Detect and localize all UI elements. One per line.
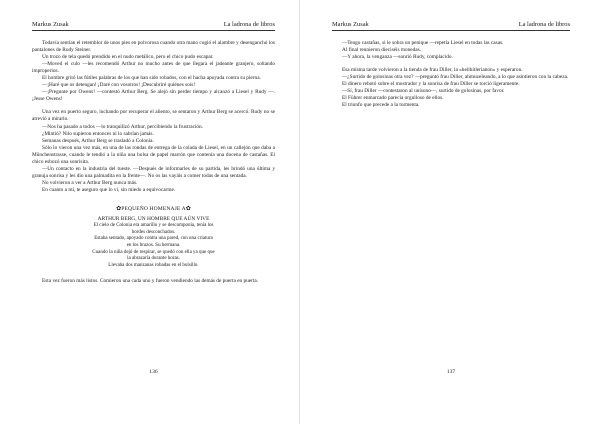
poem-line: Cuando la niña dejó de respirar, se quedó con ella ya que que [92,249,215,255]
paragraph: —Tengo castañas, si le sobra un penique —repetía Liesel en todas las casas. [342,40,504,46]
paragraph: —¡Pregunte por Owens! —contestó Arthur Berg. Se alejó sin perder tiempo y alcanzó a Liesel y Rudy —. ¡Jesse Owens! [32,89,275,103]
header-author: Markus Zusak [32,21,69,28]
right-page [300,0,600,424]
paragraph: —Y ahora, la venganza —sonrió Rudy, complacido. [342,54,453,61]
page-body [32,40,275,285]
flower-ornament-icon: ✿ [185,204,191,212]
paragraph: ¿Mintió? Nilo supieron entonces ni lo sabrían jamás. [42,130,154,137]
paragraph: —¡Haré que os detengan! ¡Daré con vosotros! ¡Descubriré quiénes sois! [42,82,196,89]
poem-line: bordes desconchados. [131,229,176,235]
poem-subtitle: ARTHUR BERG, UN HOMBRE QUE AÚN VIVE [97,215,210,222]
page-number: 136 [149,369,158,375]
paragraph: —Un contacto en la industria del tueste. —Después de informarles de su partida, les brindó una última y granuja sonrisa y les dio una palmadita en la frente—. No os las vayáis a comer todas de una sentada. [32,165,275,179]
paragraph: Semanas después, Arthur Berg se trasladó a Colonia. [42,137,154,144]
paragraph: Un trozo de tela quedó prendido en el nudo metálico, pero el chico pudo escapar. [42,54,214,61]
header-book-title: La ladrona de libros [223,21,275,28]
paragraph: Todavía sentían el retemblor de unos pies en polvorosa cuando otra mano cogió el alambre y desenganchó los pantalones de Rudy Steiner. [32,40,275,54]
poem-line: Llevaba dos manzanas robadas en el bolsillo. [108,262,199,268]
paragraph: El dinero rebotó sobre el mostrador y la sonrisa de frau Diller se torció ligeramente. [342,81,520,88]
paragraph: —Moved el culo —les recomendó Arthur no mucho antes de que llegara el jadeante granjero, soltando improperios. [32,61,275,75]
poem-line: la abrazaría durante horas. [127,256,180,262]
poem-line: El cielo de Colonia era amarillo y se descomponía, tenía los [93,223,214,229]
paragraph: Esta vez fueron más listos. Comieron una cada uno y fueron vendiendo las demás de puerta en puerta. [42,278,259,285]
running-header [32,21,275,31]
paragraph: —¿Surtido de golosinas otra vez? —preguntó frau Diller, ahmuzeleando, a lo que asintieron con la cabeza. [342,74,569,81]
header-author: Markus Zusak [332,21,369,28]
tribute-poem [32,206,275,269]
poem-line: Estaba sentado, apoyado contra una pared, con una criatura [94,236,213,242]
paragraph: Esa misma tarde volvieron a la tienda de frau Diller, la «heilhitlerianon» y esperaron. [342,67,523,74]
page-body [332,40,570,109]
paragraph: Al final reunieron dieciséis monedas. [342,47,421,54]
poem-title-text: PEQUEÑO HOMENAJE A [121,205,186,212]
paragraph: No volvieron a ver a Arthur Berg nunca más. [42,179,138,186]
paragraph: —Sí, frau Diller —contestaron al unísono—, surtido de golosinas, por favor. [342,88,505,95]
header-book-title: La ladrona de libros [518,21,570,28]
paragraph: Una vez en puerto seguro, luchando por recuperar el aliento, se sentaron y Arthur Berg se acercó. Rudy no se atrevió a mirarlo. [32,109,275,123]
paragraph: El triunfo que precede a la tormenta. [342,102,420,109]
poem-title [32,206,275,213]
poem-line: en los brazos. Su hermana. [126,242,181,248]
flower-ornament-icon: ✿ [116,204,122,212]
paragraph: En cuanto a mí, te aseguro que lo vi, sin miedo a equivocarme. [42,186,176,193]
paragraph: —Nos ha pasado a todos —lo tranquilizó Arthur, percibiendo la frustración. [42,123,204,130]
paragraph: El hombre gritó las fútiles palabras de los que han sido robados, con el hacha apoyada contra su pierna. [42,75,261,82]
paragraph: El Führer enmarcado parecía orgulloso de ellos. [342,95,444,102]
running-header [332,21,570,31]
page-number: 137 [446,369,456,375]
paragraph: Sólo lo vieron una vez más, en una de las rondas de entrega de la colada de Liesel, en un callejón que daba a Münchenstrasse, cuando le tendió a la niña una bolsa de papel marrón que contenía una docena de castañas. El chico esbozó una sonrisita. [32,144,275,165]
